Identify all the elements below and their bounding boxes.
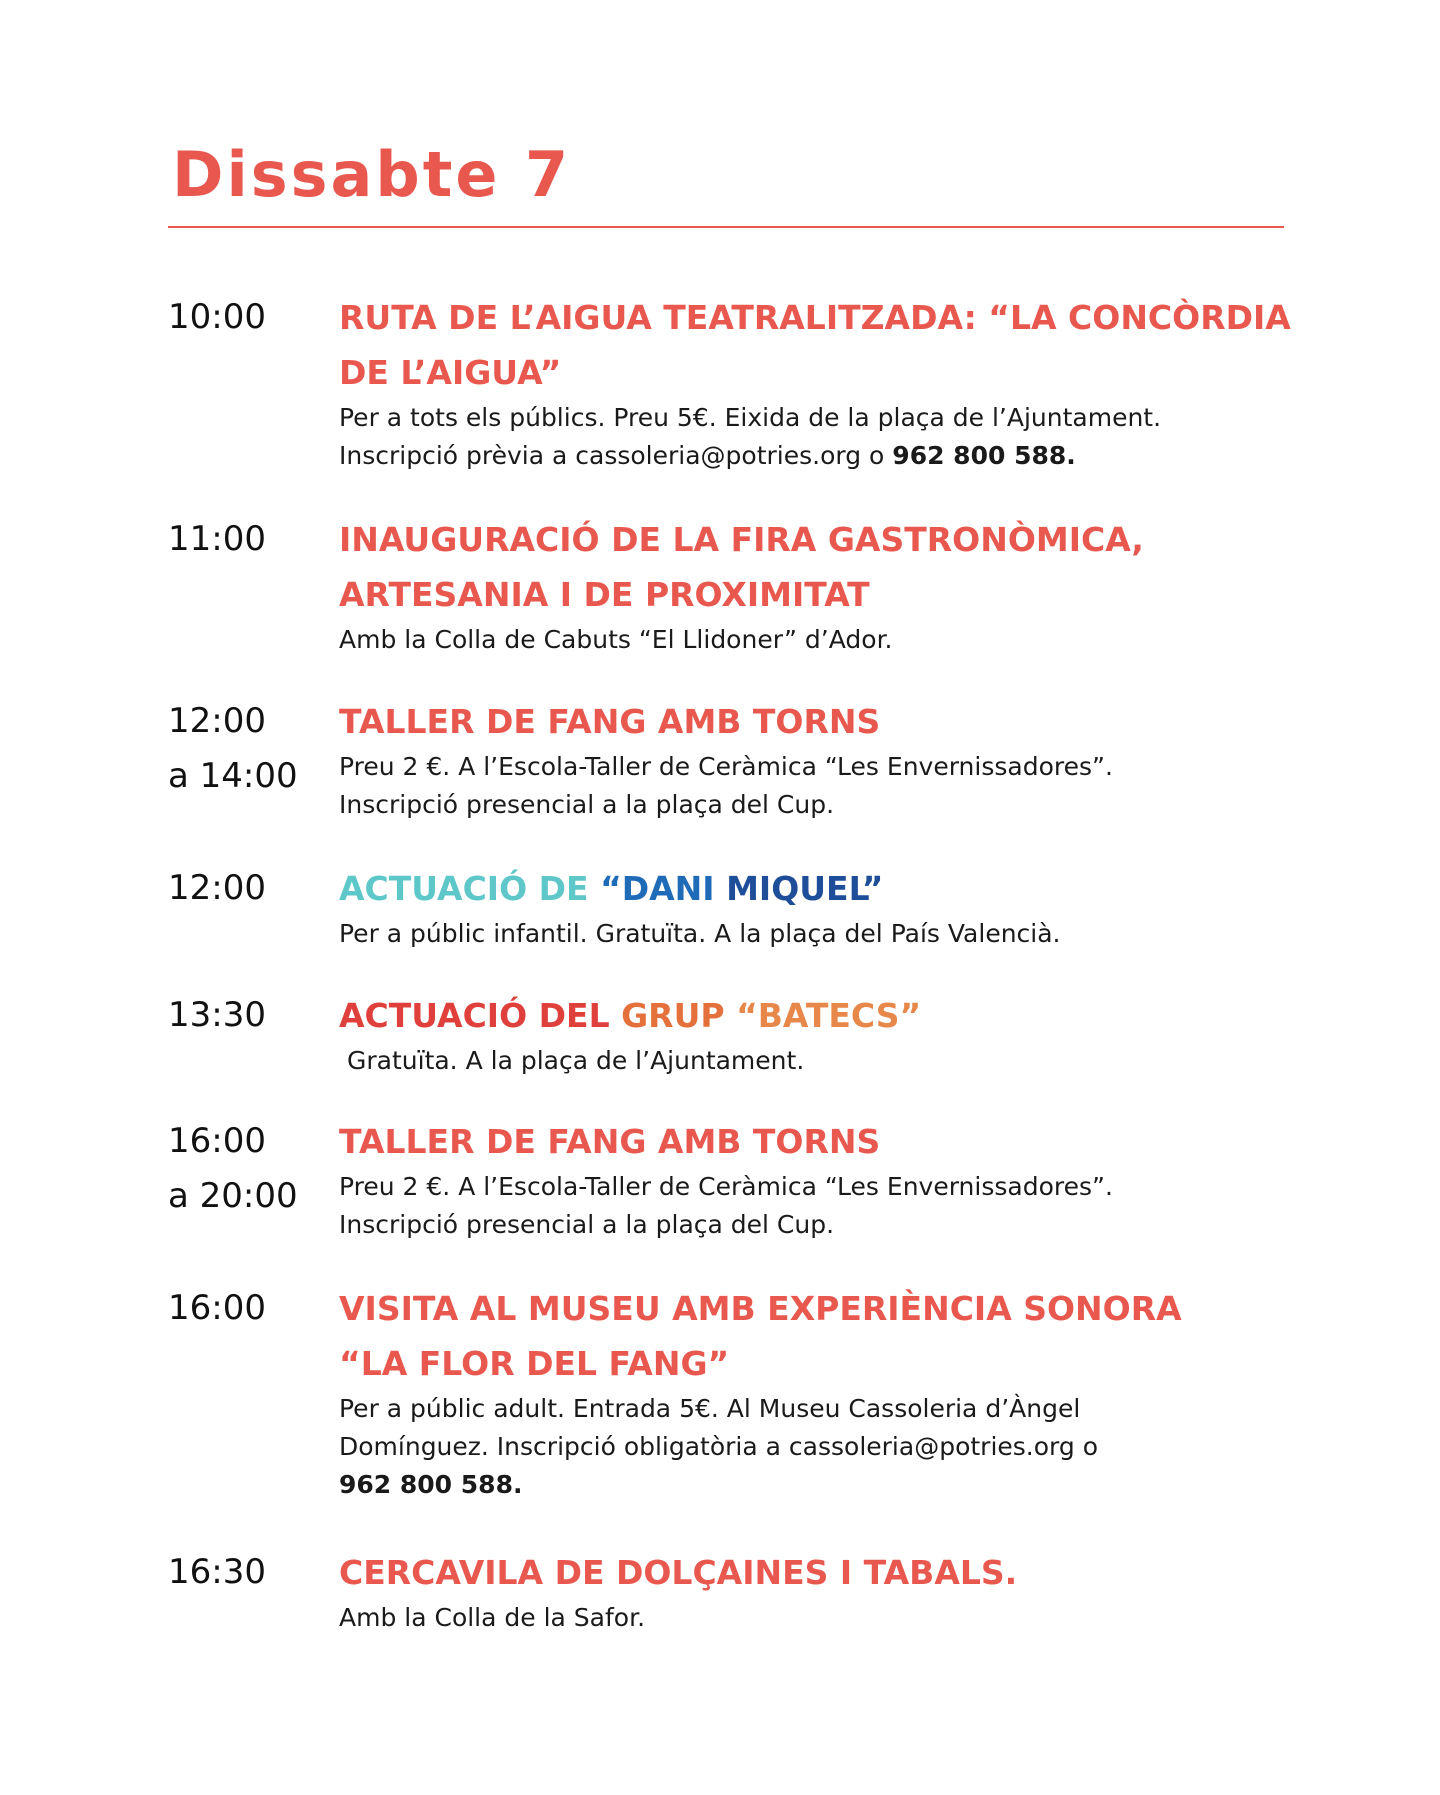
event-title: INAUGURACIÓ DE LA FIRA GASTRONÒMICA, [339,520,1144,559]
event-content [339,988,1299,1081]
event-time: 16:00 [168,1121,266,1161]
event-time: 10:00 [168,297,266,337]
event-description: Inscripció presencial a la plaça del Cup. [339,1210,835,1239]
event-description: Preu 2 €. A l’Escola-Taller de Ceràmica “Les Envernissadores”. [339,752,1113,781]
day-title: Dissabte 7 [172,138,572,211]
event-time: 11:00 [168,519,266,559]
event-description: Per a públic infantil. Gratuïta. A la plaça del País Valencià. [339,919,1061,948]
event-title: “LA FLOR DEL FANG” [339,1344,730,1383]
phone-number: 962 800 588. [892,441,1076,470]
event-description: Preu 2 €. A l’Escola-Taller de Ceràmica “Les Envernissadores”. [339,1172,1113,1201]
event-description: Per a públic adult. Entrada 5€. Al Museu Cassoleria d’Àngel [339,1394,1081,1423]
title-divider [168,226,1284,228]
event-description: Inscripció presencial a la plaça del Cup. [339,790,835,819]
event-time: 12:00 [168,701,266,741]
title-part: GRUP [621,996,737,1035]
event-description: Amb la Colla de Cabuts “El Llidoner” d’Ador. [339,625,893,654]
event-description: Domínguez. Inscripció obligatòria a cassoleria@potries.org o [339,1432,1098,1461]
event-content [339,290,1299,476]
event-content [339,1281,1299,1505]
event-content [339,1545,1299,1638]
event-content [339,512,1299,660]
event-title [339,861,1299,916]
event-title: CERCAVILA DE DOLÇAINES I TABALS. [339,1553,1018,1592]
event-title [339,988,1299,1043]
event-title: DE L’AIGUA” [339,353,562,392]
event-title: VISITA AL MUSEU AMB EXPERIÈNCIA SONORA [339,1289,1182,1328]
phone-number: 962 800 588. [339,1470,523,1499]
event-time: 12:00 [168,868,266,908]
title-part: MIQUEL” [726,869,884,908]
event-content [339,1114,1299,1245]
event-description [339,1464,1299,1505]
event-time: 13:30 [168,995,266,1035]
event-time-end: a 14:00 [168,756,298,796]
event-description [339,435,1299,476]
title-part: ACTUACIÓ DEL [339,996,622,1035]
event-time: 16:30 [168,1552,266,1592]
event-content [339,694,1299,825]
event-title: TALLER DE FANG AMB TORNS [339,1122,881,1161]
title-part: “DANI [600,869,727,908]
desc-text: Inscripció prèvia a cassoleria@potries.org o [339,441,893,470]
event-content [339,861,1299,954]
event-time: 16:00 [168,1288,266,1328]
event-description: Per a tots els públics. Preu 5€. Eixida de la plaça de l’Ajuntament. [339,403,1162,432]
title-part: ACTUACIÓ DE [339,869,601,908]
event-title: RUTA DE L’AIGUA TEATRALITZADA: “LA CONCÒRDIA [339,298,1291,337]
event-title: TALLER DE FANG AMB TORNS [339,702,881,741]
event-time-end: a 20:00 [168,1176,298,1216]
event-description: Gratuïta. A la plaça de l’Ajuntament. [347,1046,805,1075]
event-title: ARTESANIA I DE PROXIMITAT [339,575,870,614]
title-part: “BATECS” [736,996,922,1035]
event-description: Amb la Colla de la Safor. [339,1603,646,1632]
